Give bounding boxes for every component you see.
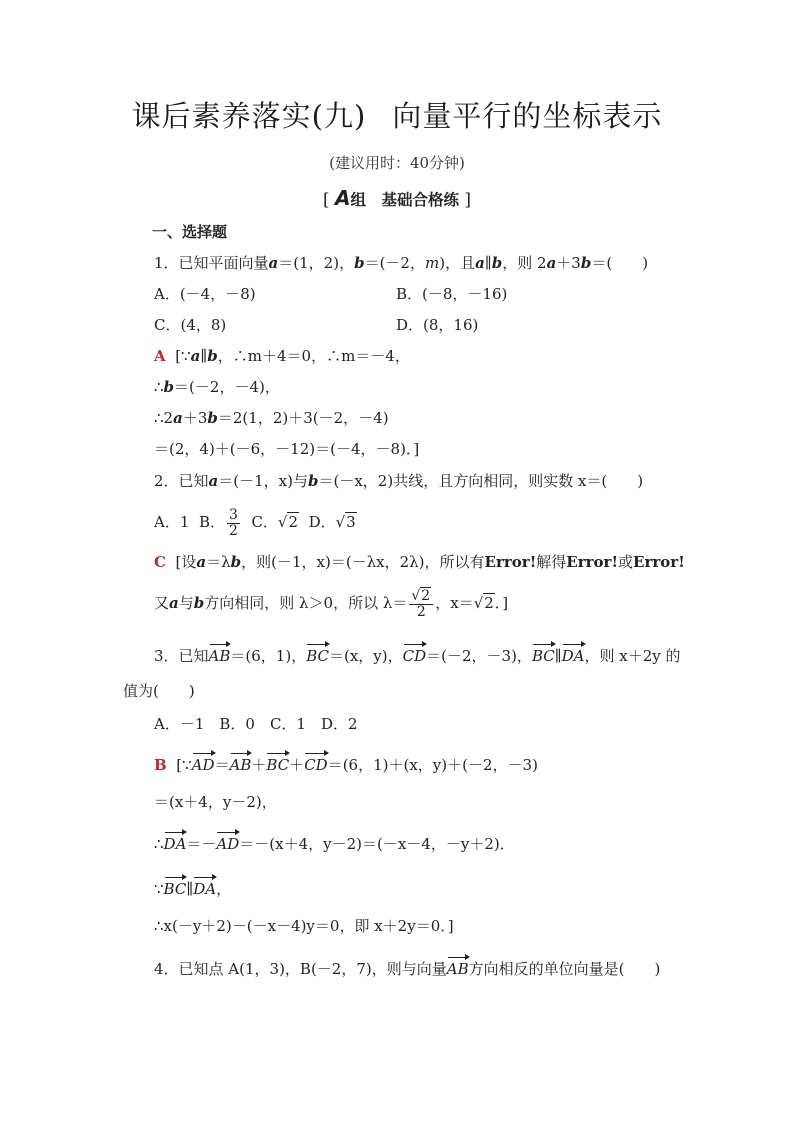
q2-solution-line2: 又a与b方向相同，则 λ＞0，所以 λ＝ $\frac{√2}{2}$ ，x＝√2．] <box>154 587 509 620</box>
q3-answer: B <box>154 756 167 774</box>
group-heading: [ A组 基础合格练 ] <box>322 186 472 210</box>
group-letter: A <box>335 186 351 210</box>
q1-solution-line3: ∴2a＋3b＝2(1，2)＋3(－2，－4) <box>154 409 389 427</box>
q1-option-b: B．(－8，－16) <box>396 285 508 303</box>
q1-option-c: C．(4，8) <box>154 316 227 334</box>
q2-solution-line1: C [设a＝λb，则(－1，x)＝(－λx，2λ)，所以有Error!解得Error!或Error! <box>154 553 685 571</box>
q3-solution-line1: B [∵AD＝AB＋BC＋CD＝(6，1)＋(x，y)＋(－2，－3) <box>154 752 538 775</box>
q1-solution-line4: ＝(2，4)＋(－6，－12)＝(－4，－8)．] <box>154 440 420 458</box>
q3-stem: 3．已知AB＝(6，1)，BC＝(x，y)，CD＝(－2，－3)，BC∥DA，则 x＋2y 的 <box>154 643 681 666</box>
q1-option-d: D．(8，16) <box>396 316 479 334</box>
q1-solution-line2: ∴b＝(－2，－4)， <box>154 378 280 396</box>
q3-solution-line2: ＝(x＋4，y－2)， <box>154 793 277 811</box>
q2-answer: C <box>154 553 166 571</box>
q1-option-a: A．(－4，－8) <box>154 285 256 303</box>
q1-solution-line1: A [∵a∥b，∴m＋4＝0，∴m＝－4， <box>154 347 410 365</box>
q3-stem-cont: 值为( ) <box>123 682 195 700</box>
q2-option-b-frac: $\frac{3}{2}$ <box>228 506 238 539</box>
q2-stem: 2．已知a＝(－1，x)与b＝(－x，2)共线，且方向相同，则实数 x＝( ) <box>154 472 644 490</box>
time-suggestion: (建议用时：40分钟) <box>329 154 465 172</box>
q3-solution-line4: ∵BC∥DA， <box>154 876 231 899</box>
q4-stem: 4．已知点 A(1，3)，B(－2，7)，则与向量AB方向相反的单位向量是( ) <box>154 956 660 979</box>
q1-stem: 1．已知平面向量a＝(1，2)，b＝(－2，m)，且a∥b，则 2a＋3b＝( ) <box>154 254 649 272</box>
title-left: 课后素养落实(九) <box>131 99 367 133</box>
q3-options: A．－1 B．0 C．1 D．2 <box>154 715 358 733</box>
q3-solution-line5: ∴x(－y＋2)－(－x－4)y＝0，即 x＋2y＝0．] <box>154 917 454 935</box>
title-right: 向量平行的坐标表示 <box>392 99 663 133</box>
section-choice: 一、选择题 <box>152 223 228 241</box>
group-label: 组 基础合格练 <box>350 190 459 209</box>
q2-options: A．1 B． $\frac{3}{2}$ C．√2 D．√3 <box>154 506 356 539</box>
q1-answer: A <box>154 347 166 365</box>
q3-solution-line3: ∴DA＝－AD＝－(x＋4，y－2)＝(－x－4，－y＋2)． <box>154 831 515 854</box>
page-title <box>0 94 794 135</box>
